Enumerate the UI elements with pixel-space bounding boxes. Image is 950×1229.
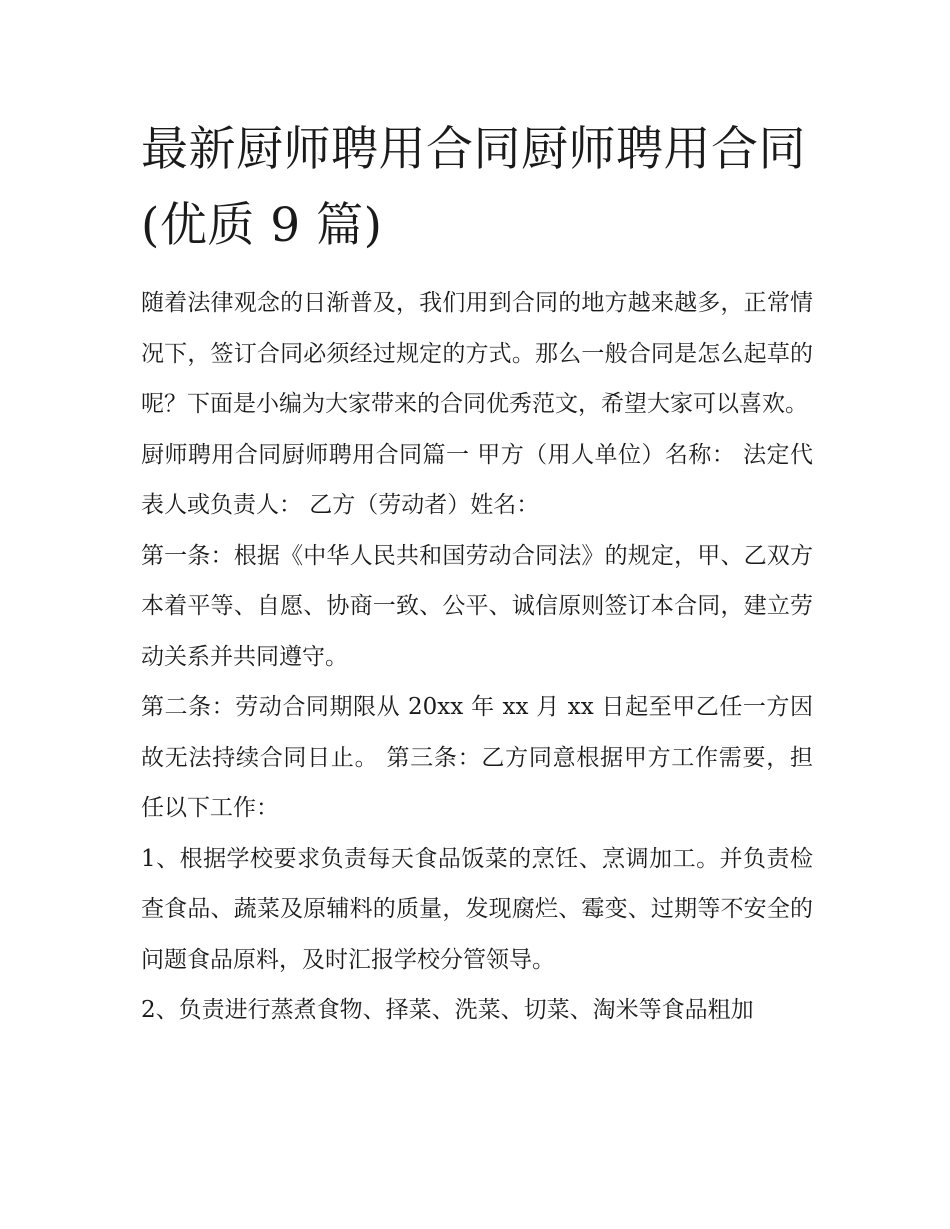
document-page xyxy=(141,112,813,1036)
article-one-paragraph: 第一条：根据《中华人民共和国劳动合同法》的规定，甲、乙双方本着平等、自愿、协商一致、公平、诚信原则签订本合同，建立劳动关系并共同遵守。 xyxy=(141,542,813,670)
duty-two-paragraph: 2、负责进行蒸煮食物、择菜、洗菜、切菜、淘米等食品粗加 xyxy=(141,997,754,1023)
parties-paragraph: 厨师聘用合同厨师聘用合同篇一 甲方（用人单位）名称： 法定代表人或负责人： 乙方（劳动者）姓名： xyxy=(141,441,813,518)
intro-paragraph: 随着法律观念的日渐普及，我们用到合同的地方越来越多，正常情况下，签订合同必须经过规定的方式。那么一般合同是怎么起草的呢？下面是小编为大家带来的合同优秀范文，希望大家可以喜欢。 xyxy=(141,290,813,417)
duty-one-paragraph: 1、根据学校要求负责每天食品饭菜的烹饪、烹调加工。并负责检查食品、蔬菜及原辅料的质量，发现腐烂、霉变、过期等不安全的问题食品原料，及时汇报学校分管领导。 xyxy=(141,845,813,973)
article-two-three-paragraph: 第二条：劳动合同期限从 20xx 年 xx 月 xx 日起至甲乙任一方因故无法持续合同日止。 第三条：乙方同意根据甲方工作需要，担任以下工作： xyxy=(141,694,813,821)
document-title: 最新厨师聘用合同厨师聘用合同(优质 9 篇) xyxy=(141,122,806,253)
